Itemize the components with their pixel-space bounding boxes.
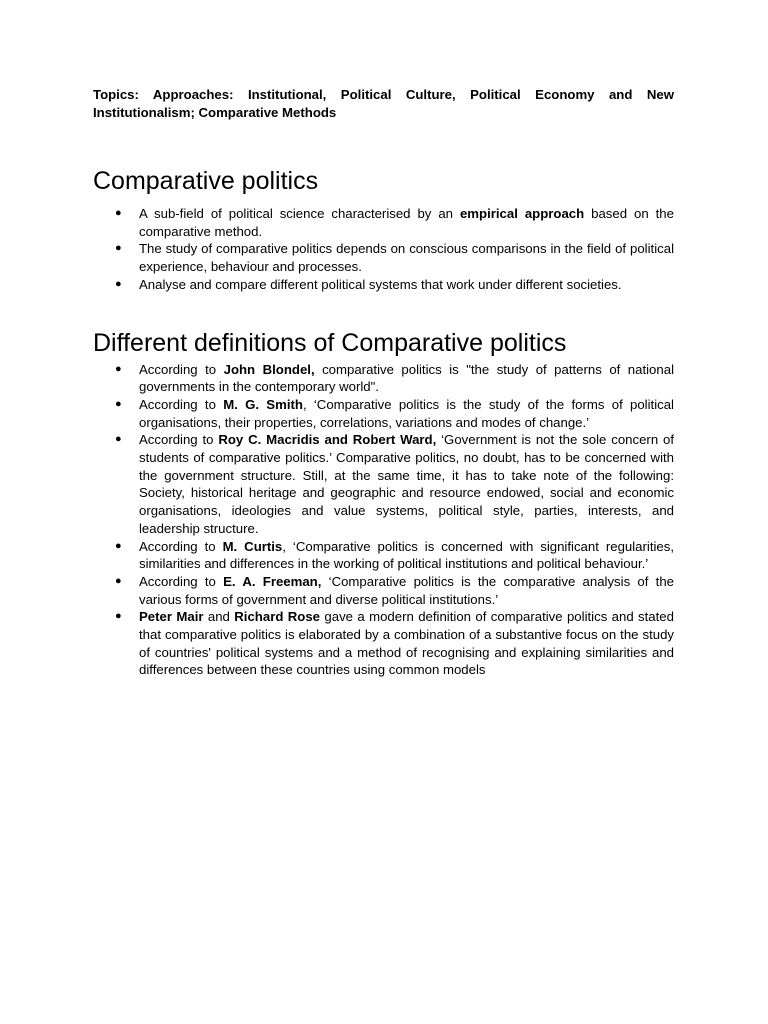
bullet-icon: ● xyxy=(115,397,122,410)
list-item: ● According to M. Curtis, ‘Comparative politics is concerned with significant regularities, similarities and differences in the working of political institutions and political behaviour.’ xyxy=(115,538,675,572)
list-item: ● Analyse and compare different political systems that work under different societies. xyxy=(115,276,622,292)
bullet-icon: ● xyxy=(115,277,122,290)
list-item: ● According to M. G. Smith, ‘Comparative politics is the study of the forms of political organisations, their properties, correlations, variations and modes of change.’ xyxy=(115,396,674,430)
bullet-icon: ● xyxy=(115,574,122,587)
bullet-icon: ● xyxy=(115,433,122,446)
bullet-icon: ● xyxy=(115,362,122,375)
topics-line: Topics: Approaches: Institutional, Political Culture, Political Economy and New Institutionalism; Comparative Methods xyxy=(93,87,674,120)
list-item: ● According to Roy C. Macridis and Robert Ward, ‘Government is not the sole concern of students of comparative politics.’ Comparative politics, no doubt, has to be concerned with the government structure. Still, at the same time, it has to take note of the following: Society, historical heritage and geographic and resource endowed, social and economic organisations, ideologies and value systems, political style, parties, interests, and leadership structure. xyxy=(115,432,675,536)
list-item: ● Peter Mair and Richard Rose gave a modern definition of comparative politics and stated that comparative politics is elaborated by a combination of a substantive focus on the study of countries' political systems and a method of recognising and explaining similarities and differences between these countries using common models xyxy=(115,609,674,678)
heading-definitions: Different definitions of Comparative politics xyxy=(93,328,567,357)
comparative-politics-list xyxy=(93,205,674,294)
list-item: ● According to John Blondel, comparative politics is "the study of patterns of national governments in the contemporary world". xyxy=(115,361,674,395)
bullet-icon: ● xyxy=(115,207,122,219)
document-page xyxy=(93,86,674,679)
list-item: ● According to E. A. Freeman, ‘Comparative politics is the comparative analysis of the various forms of government and diverse political institutions.’ xyxy=(115,573,674,607)
bullet-icon: ● xyxy=(115,539,122,552)
list-item: ● A sub-field of political science characterised by an empirical approach based on the comparative method. xyxy=(115,206,674,239)
bullet-icon: ● xyxy=(115,610,122,623)
bullet-icon: ● xyxy=(115,242,122,255)
heading-comparative-politics: Comparative politics xyxy=(93,167,319,195)
definitions-list xyxy=(93,361,674,680)
list-item: ● The study of comparative politics depends on conscious comparisons in the field of political experience, behaviour and processes. xyxy=(115,241,674,275)
